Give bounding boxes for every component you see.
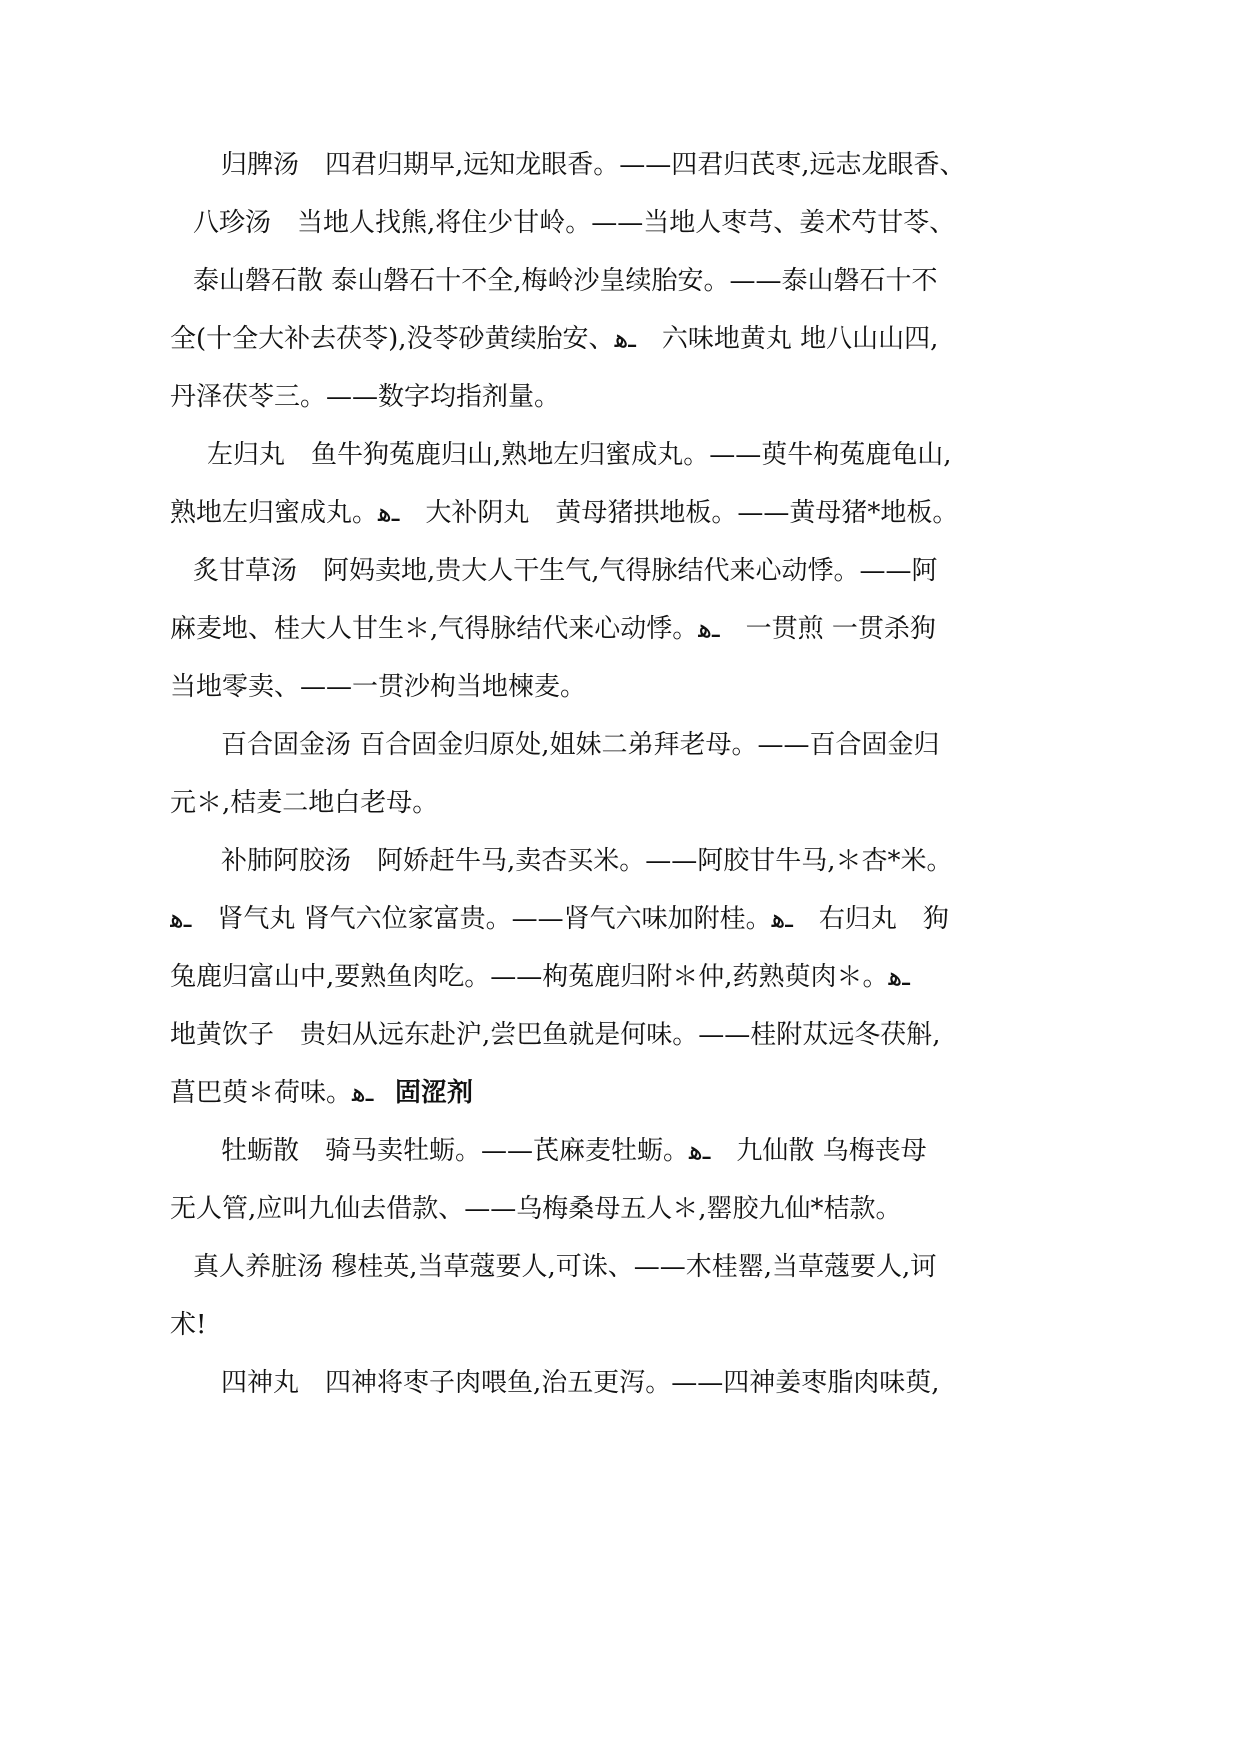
- text-line: 菖巴萸＊荷味。ـﻫ: [170, 1078, 400, 1108]
- text-line: ـﻫ 肾气丸 肾气六位家富贵。——肾气六味加附桂。ـﻫ 右归丸 狗: [170, 904, 949, 934]
- text-line: 元＊,桔麦二地白老母。: [170, 788, 439, 818]
- section-heading: 固涩剂: [395, 1078, 474, 1108]
- text-line: 熟地左归蜜成丸。ـﻫ 大补阴丸 黄母猪拱地板。——黄母猪*地板。: [170, 498, 959, 528]
- text-line: 术!: [170, 1310, 207, 1340]
- text-line: 炙甘草汤 阿妈卖地,贵大人干生气,气得脉结代来心动悸。——阿: [193, 556, 938, 586]
- text-line: 全(十全大补去茯苓),没苓砂黄续胎安、ـﻫ 六味地黄丸 地八山山四,: [170, 324, 939, 354]
- text-line: 归脾汤 四君归期早,远知龙眼香。——四君归芪枣,远志龙眼香、: [221, 150, 966, 180]
- text-line: 八珍汤 当地人找熊,将住少甘岭。——当地人枣芎、姜术芍甘苓、: [193, 208, 956, 238]
- text-line: 百合固金汤 百合固金归原处,姐妹二弟拜老母。——百合固金归: [221, 730, 940, 760]
- text-line: 左归丸 鱼牛狗菟鹿归山,熟地左归蜜成丸。——萸牛枸菟鹿龟山,: [207, 440, 952, 470]
- text-line: 当地零卖、——一贯沙枸当地楝麦。: [170, 672, 587, 702]
- text-line: 真人养脏汤 穆桂英,当草蔻要人,可诛、——木桂罂,当草蔻要人,诃: [193, 1252, 937, 1282]
- text-line: 泰山磐石散 泰山磐石十不全,梅岭沙皇续胎安。——泰山磐石十不: [193, 266, 938, 296]
- text-line: 麻麦地、桂大人甘生＊,气得脉结代来心动悸。ـﻫ 一贯煎 一贯杀狗: [170, 614, 936, 644]
- text-line: 丹泽茯苓三。——数字均指剂量。: [170, 382, 561, 412]
- text-line: 补肺阿胶汤 阿娇赶牛马,卖杏买米。——阿胶甘牛马,＊杏*米。: [221, 846, 953, 876]
- text-line: 牡蛎散 骑马卖牡蛎。——芪麻麦牡蛎。ـﻫ 九仙散 乌梅丧母: [221, 1136, 927, 1166]
- text-line: 无人管,应叫九仙去借款、——乌梅桑母五人＊,罂胶九仙*桔款。: [170, 1194, 902, 1224]
- text-line: 四神丸 四神将枣子肉喂鱼,治五更泻。——四神姜枣脂肉味萸,: [221, 1368, 940, 1398]
- text-line: 兔鹿归富山中,要熟鱼肉吃。——枸菟鹿归附＊仲,药熟萸肉＊。ـﻫ: [170, 962, 910, 992]
- text-line: 地黄饮子 贵妇从远东赴沪,尝巴鱼就是何味。——桂附苁远冬茯斛,: [170, 1020, 941, 1050]
